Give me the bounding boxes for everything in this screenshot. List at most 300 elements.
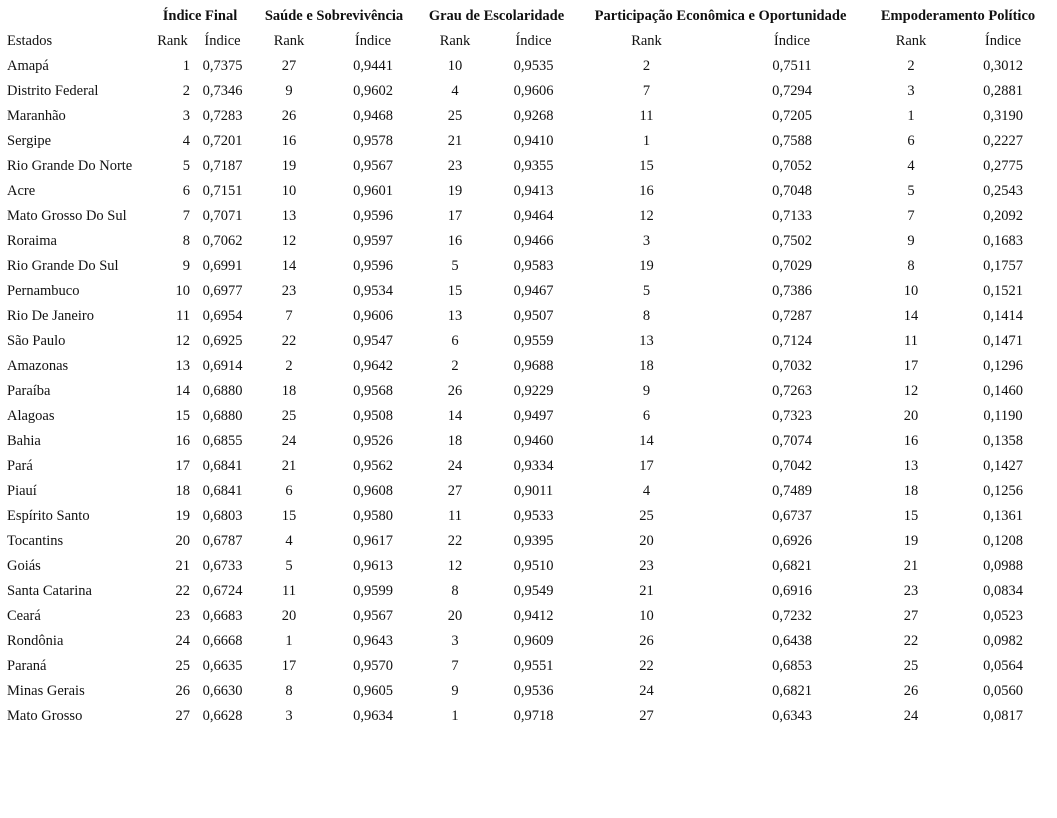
indice-empoderamento: 0,3190 — [983, 108, 1023, 124]
indice-final: 0,7283 — [202, 108, 243, 124]
indice-final: 0,6841 — [202, 458, 243, 474]
rank-empoderamento: 24 — [903, 708, 919, 724]
indice-participacao: 0,6438 — [772, 633, 812, 649]
table-row — [0, 154, 1050, 179]
rank-empoderamento: 18 — [903, 483, 919, 499]
rank-final: 26 — [175, 683, 190, 699]
rank-escolaridade: 2 — [451, 358, 459, 374]
table-row — [0, 579, 1050, 604]
rank-escolaridade: 22 — [447, 533, 463, 549]
state-name: Rondônia — [7, 633, 64, 649]
state-name: Santa Catarina — [7, 583, 92, 599]
indice-final: 0,6977 — [202, 283, 243, 299]
table-row — [0, 329, 1050, 354]
indice-saude: 0,9567 — [353, 608, 393, 624]
indice-escolaridade: 0,9413 — [513, 183, 554, 199]
rank-final: 24 — [175, 633, 190, 649]
state-name: Bahia — [7, 433, 41, 449]
indice-empoderamento: 0,0817 — [983, 708, 1023, 724]
rank-participacao: 1 — [642, 133, 651, 149]
indice-final: 0,6635 — [202, 658, 243, 674]
table-row — [0, 229, 1050, 254]
rank-final: 22 — [175, 583, 190, 599]
rank-participacao: 4 — [642, 483, 651, 499]
rank-participacao: 3 — [642, 233, 651, 249]
indice-final: 0,6880 — [202, 408, 243, 424]
rank-participacao: 13 — [639, 333, 654, 349]
indice-saude: 0,9599 — [353, 583, 393, 599]
state-name: Acre — [7, 183, 36, 199]
indice-empoderamento: 0,0560 — [983, 683, 1023, 699]
indice-escolaridade: 0,9355 — [513, 158, 554, 174]
indice-participacao: 0,6916 — [772, 583, 812, 599]
indice-saude: 0,9468 — [353, 108, 393, 124]
rank-escolaridade: 5 — [451, 258, 459, 274]
estados-header: Estados — [7, 33, 53, 49]
state-name: Maranhão — [7, 108, 66, 124]
rank-empoderamento: 6 — [907, 133, 915, 149]
indice-saude: 0,9596 — [353, 258, 393, 274]
indice-escolaridade: 0,9229 — [513, 383, 554, 399]
state-name: Mato Grosso Do Sul — [7, 208, 127, 224]
rank-participacao: 17 — [639, 458, 654, 474]
rank-empoderamento: 27 — [903, 608, 919, 624]
state-name: Rio Grande Do Norte — [7, 158, 133, 174]
rank-saude: 13 — [281, 208, 297, 224]
indice-empoderamento: 0,1757 — [983, 258, 1023, 274]
state-name: Goiás — [7, 558, 41, 574]
state-name: São Paulo — [7, 333, 66, 349]
indice-escolaridade: 0,9583 — [513, 258, 554, 274]
indice-empoderamento: 0,0982 — [983, 633, 1023, 649]
indice-saude: 0,9547 — [353, 333, 393, 349]
indice-final: 0,6991 — [202, 258, 243, 274]
indice-final: 0,6733 — [202, 558, 243, 574]
blank-header — [0, 4, 150, 29]
indice-final: 0,6628 — [202, 708, 243, 724]
indice-empoderamento: 0,1471 — [983, 333, 1023, 349]
rank-empoderamento: 5 — [907, 183, 915, 199]
indice-final: 0,6668 — [202, 633, 243, 649]
rank-escolaridade: 1 — [451, 708, 459, 724]
rank-header: Rank — [631, 33, 662, 49]
rank-participacao: 18 — [639, 358, 654, 374]
rank-saude: 23 — [281, 283, 297, 299]
rank-escolaridade: 7 — [451, 658, 459, 674]
rank-escolaridade: 23 — [447, 158, 463, 174]
indice-escolaridade: 0,9559 — [513, 333, 554, 349]
rank-participacao: 22 — [639, 658, 654, 674]
indice-empoderamento: 0,1361 — [983, 508, 1023, 524]
table-row — [0, 679, 1050, 704]
table-row — [0, 454, 1050, 479]
indice-final: 0,6954 — [202, 308, 243, 324]
indice-participacao: 0,6737 — [772, 508, 812, 524]
indice-final: 0,6630 — [202, 683, 243, 699]
state-name: Alagoas — [7, 408, 55, 424]
indice-participacao: 0,7263 — [772, 383, 812, 399]
rank-participacao: 25 — [639, 508, 654, 524]
indice-final: 0,6925 — [202, 333, 243, 349]
rank-saude: 6 — [285, 483, 293, 499]
rank-saude: 15 — [281, 508, 297, 524]
indice-empoderamento: 0,0988 — [983, 558, 1023, 574]
rank-final: 9 — [182, 258, 190, 274]
indice-participacao: 0,6926 — [772, 533, 812, 549]
indice-final: 0,6841 — [202, 483, 243, 499]
indice-saude: 0,9643 — [353, 633, 393, 649]
rank-final: 25 — [175, 658, 190, 674]
indice-participacao: 0,7052 — [772, 158, 812, 174]
indice-escolaridade: 0,9549 — [513, 583, 554, 599]
rank-empoderamento: 4 — [907, 158, 915, 174]
state-name: Amapá — [7, 58, 49, 74]
rank-escolaridade: 26 — [447, 383, 463, 399]
rank-empoderamento: 17 — [903, 358, 919, 374]
table-row — [0, 254, 1050, 279]
indice-empoderamento: 0,3012 — [983, 58, 1023, 74]
rank-saude: 9 — [285, 83, 293, 99]
indice-participacao: 0,7489 — [772, 483, 812, 499]
rank-saude: 21 — [281, 458, 297, 474]
rank-saude: 22 — [281, 333, 297, 349]
rank-saude: 4 — [285, 533, 293, 549]
rank-participacao: 26 — [639, 633, 654, 649]
rank-empoderamento: 14 — [903, 308, 919, 324]
indice-header: Índice — [773, 33, 811, 49]
indice-empoderamento: 0,1427 — [983, 458, 1023, 474]
table-row — [0, 129, 1050, 154]
state-name: Mato Grosso — [7, 708, 83, 724]
rank-escolaridade: 18 — [447, 433, 463, 449]
rank-final: 14 — [175, 383, 190, 399]
rank-empoderamento: 16 — [903, 433, 919, 449]
rank-escolaridade: 27 — [447, 483, 463, 499]
indice-final: 0,7062 — [202, 233, 243, 249]
indice-header: Índice — [354, 33, 392, 49]
indice-header: Índice — [515, 33, 552, 49]
rank-participacao: 2 — [642, 58, 651, 74]
rank-final: 3 — [182, 108, 190, 124]
indice-escolaridade: 0,9609 — [513, 633, 554, 649]
rank-empoderamento: 10 — [903, 283, 919, 299]
table-row — [0, 479, 1050, 504]
indice-saude: 0,9602 — [353, 83, 393, 99]
indice-participacao: 0,7124 — [772, 333, 812, 349]
table-row — [0, 429, 1050, 454]
indice-escolaridade: 0,9551 — [513, 658, 554, 674]
rank-final: 15 — [175, 408, 190, 424]
indice-empoderamento: 0,1460 — [983, 383, 1023, 399]
indice-final: 0,7346 — [202, 83, 243, 99]
indice-participacao: 0,7323 — [772, 408, 812, 424]
rank-empoderamento: 3 — [907, 83, 915, 99]
state-name: Paraná — [7, 658, 47, 674]
table-row — [0, 404, 1050, 429]
rank-participacao: 23 — [639, 558, 654, 574]
group-header-row — [0, 4, 1050, 29]
indice-empoderamento: 0,1208 — [983, 533, 1023, 549]
indice-escolaridade: 0,9467 — [513, 283, 554, 299]
table-row — [0, 104, 1050, 129]
rank-empoderamento: 13 — [903, 458, 919, 474]
indice-final: 0,7375 — [202, 58, 243, 74]
indice-saude: 0,9526 — [353, 433, 393, 449]
rank-saude: 26 — [281, 108, 297, 124]
indice-saude: 0,9642 — [353, 358, 393, 374]
indice-saude: 0,9596 — [353, 208, 393, 224]
indice-final: 0,6787 — [202, 533, 243, 549]
indice-saude: 0,9606 — [353, 308, 393, 324]
indice-participacao: 0,7588 — [772, 133, 812, 149]
state-name: Rio Grande Do Sul — [7, 258, 119, 274]
table-row — [0, 704, 1050, 729]
indice-participacao: 0,6821 — [772, 683, 812, 699]
rank-saude: 17 — [281, 658, 297, 674]
rank-final: 11 — [176, 308, 190, 324]
rank-participacao: 6 — [642, 408, 651, 424]
state-name: Pernambuco — [7, 283, 80, 299]
group-header-escolaridade: Grau de Escolaridade — [428, 8, 565, 24]
rank-final: 5 — [182, 158, 190, 174]
indice-empoderamento: 0,1256 — [983, 483, 1023, 499]
indice-saude: 0,9580 — [353, 508, 393, 524]
indice-participacao: 0,7032 — [772, 358, 812, 374]
rank-final: 21 — [175, 558, 190, 574]
indice-empoderamento: 0,1414 — [983, 308, 1023, 324]
rank-escolaridade: 3 — [451, 633, 459, 649]
table-row — [0, 554, 1050, 579]
column-header-row — [0, 29, 1050, 54]
rank-header: Rank — [157, 33, 188, 49]
indice-escolaridade: 0,9011 — [513, 483, 554, 499]
rank-escolaridade: 8 — [451, 583, 459, 599]
rank-final: 2 — [182, 83, 190, 99]
group-header-saude: Saúde e Sobrevivência — [264, 8, 404, 24]
rank-empoderamento: 15 — [903, 508, 919, 524]
rank-participacao: 20 — [639, 533, 654, 549]
rank-participacao: 9 — [642, 383, 651, 399]
rank-final: 13 — [175, 358, 190, 374]
state-name: Espírito Santo — [7, 508, 90, 524]
rank-saude: 27 — [281, 58, 297, 74]
indice-final: 0,6724 — [202, 583, 243, 599]
rank-empoderamento: 2 — [907, 58, 915, 74]
rank-empoderamento: 19 — [903, 533, 919, 549]
indice-saude: 0,9578 — [353, 133, 393, 149]
indice-header: Índice — [984, 33, 1022, 49]
table-row — [0, 529, 1050, 554]
rank-saude: 20 — [281, 608, 297, 624]
rank-empoderamento: 12 — [903, 383, 919, 399]
state-name: Ceará — [7, 608, 41, 624]
rank-saude: 25 — [281, 408, 297, 424]
indice-participacao: 0,7511 — [772, 58, 812, 74]
rank-saude: 2 — [285, 358, 293, 374]
rank-empoderamento: 26 — [903, 683, 919, 699]
indice-participacao: 0,7074 — [772, 433, 812, 449]
table-row — [0, 379, 1050, 404]
rank-empoderamento: 22 — [903, 633, 919, 649]
rank-escolaridade: 6 — [451, 333, 459, 349]
state-name: Minas Gerais — [7, 683, 85, 699]
rank-saude: 12 — [281, 233, 297, 249]
rank-escolaridade: 4 — [451, 83, 459, 99]
rank-saude: 14 — [281, 258, 297, 274]
indice-empoderamento: 0,1521 — [983, 283, 1023, 299]
rank-header: Rank — [895, 33, 927, 49]
indice-saude: 0,9567 — [353, 158, 393, 174]
indice-participacao: 0,6853 — [772, 658, 812, 674]
indice-escolaridade: 0,9464 — [513, 208, 554, 224]
rank-final: 19 — [175, 508, 190, 524]
rank-escolaridade: 13 — [447, 308, 463, 324]
rank-saude: 19 — [281, 158, 297, 174]
indice-final: 0,7071 — [202, 208, 243, 224]
rank-saude: 5 — [285, 558, 293, 574]
rank-participacao: 11 — [639, 108, 654, 124]
rank-empoderamento: 21 — [903, 558, 919, 574]
indice-escolaridade: 0,9606 — [513, 83, 554, 99]
indice-empoderamento: 0,2543 — [983, 183, 1023, 199]
rank-empoderamento: 20 — [903, 408, 919, 424]
rank-final: 16 — [175, 433, 190, 449]
rank-final: 12 — [175, 333, 190, 349]
indice-participacao: 0,7386 — [772, 283, 812, 299]
rank-saude: 10 — [281, 183, 297, 199]
indice-empoderamento: 0,0564 — [983, 658, 1023, 674]
state-name: Roraima — [7, 233, 57, 249]
indice-final: 0,7201 — [202, 133, 243, 149]
table-row — [0, 354, 1050, 379]
indice-empoderamento: 0,1358 — [983, 433, 1023, 449]
indice-escolaridade: 0,9510 — [513, 558, 554, 574]
rank-final: 17 — [175, 458, 190, 474]
indice-saude: 0,9534 — [353, 283, 393, 299]
rank-final: 8 — [182, 233, 190, 249]
indice-final: 0,6803 — [202, 508, 243, 524]
rank-saude: 7 — [285, 308, 293, 324]
indice-participacao: 0,6343 — [772, 708, 812, 724]
indice-escolaridade: 0,9412 — [513, 608, 554, 624]
table-row — [0, 179, 1050, 204]
rank-participacao: 10 — [639, 608, 654, 624]
indice-empoderamento: 0,1296 — [983, 358, 1023, 374]
indice-final: 0,6683 — [202, 608, 243, 624]
rank-participacao: 19 — [639, 258, 654, 274]
indice-participacao: 0,6821 — [772, 558, 812, 574]
rank-final: 18 — [175, 483, 190, 499]
state-name: Pará — [7, 458, 33, 474]
indice-escolaridade: 0,9688 — [513, 358, 554, 374]
indice-escolaridade: 0,9268 — [513, 108, 554, 124]
indice-saude: 0,9570 — [353, 658, 393, 674]
indice-saude: 0,9508 — [353, 408, 393, 424]
rank-participacao: 7 — [642, 83, 651, 99]
state-name: Amazonas — [7, 358, 69, 374]
rank-final: 10 — [175, 283, 190, 299]
indice-saude: 0,9597 — [353, 233, 393, 249]
rank-escolaridade: 25 — [447, 108, 463, 124]
indice-final: 0,7151 — [202, 183, 243, 199]
indice-participacao: 0,7205 — [772, 108, 812, 124]
rank-header: Rank — [439, 33, 471, 49]
indice-saude: 0,9634 — [353, 708, 393, 724]
rank-escolaridade: 10 — [447, 58, 463, 74]
indice-participacao: 0,7287 — [772, 308, 812, 324]
rank-participacao: 16 — [639, 183, 654, 199]
rank-escolaridade: 24 — [447, 458, 463, 474]
table-row — [0, 54, 1050, 79]
rank-escolaridade: 11 — [448, 508, 462, 524]
indice-saude: 0,9601 — [353, 183, 393, 199]
group-header-empoderamento: Empoderamento Político — [880, 8, 1036, 24]
indice-saude: 0,9613 — [353, 558, 393, 574]
indice-participacao: 0,7133 — [772, 208, 812, 224]
indice-escolaridade: 0,9497 — [513, 408, 554, 424]
indice-participacao: 0,7042 — [772, 458, 812, 474]
rank-participacao: 14 — [639, 433, 654, 449]
rank-saude: 1 — [285, 633, 293, 649]
rank-final: 6 — [182, 183, 190, 199]
indice-escolaridade: 0,9334 — [513, 458, 554, 474]
indice-participacao: 0,7502 — [772, 233, 812, 249]
rank-final: 27 — [175, 708, 190, 724]
indice-empoderamento: 0,2775 — [983, 158, 1023, 174]
indice-saude: 0,9617 — [353, 533, 393, 549]
rank-escolaridade: 19 — [447, 183, 463, 199]
table-row — [0, 504, 1050, 529]
rank-final: 23 — [175, 608, 190, 624]
indice-escolaridade: 0,9410 — [513, 133, 554, 149]
indice-participacao: 0,7232 — [772, 608, 812, 624]
indice-empoderamento: 0,2227 — [983, 133, 1023, 149]
indice-saude: 0,9562 — [353, 458, 393, 474]
rank-empoderamento: 25 — [903, 658, 919, 674]
rank-final: 7 — [182, 208, 190, 224]
indice-saude: 0,9568 — [353, 383, 393, 399]
table-row — [0, 79, 1050, 104]
rank-empoderamento: 11 — [904, 333, 918, 349]
state-name: Sergipe — [7, 133, 52, 149]
indice-escolaridade: 0,9536 — [513, 683, 554, 699]
indice-empoderamento: 0,0834 — [983, 583, 1023, 599]
rank-participacao: 8 — [642, 308, 651, 324]
rank-participacao: 12 — [639, 208, 654, 224]
state-name: Piauí — [7, 483, 37, 499]
rank-escolaridade: 17 — [447, 208, 463, 224]
table-row — [0, 204, 1050, 229]
indice-empoderamento: 0,2881 — [983, 83, 1023, 99]
indice-header: Índice — [204, 33, 241, 49]
rank-empoderamento: 1 — [907, 108, 915, 124]
rank-escolaridade: 21 — [447, 133, 463, 149]
indice-saude: 0,9605 — [353, 683, 393, 699]
rank-header: Rank — [273, 33, 305, 49]
state-name: Paraíba — [7, 383, 51, 399]
rank-participacao: 21 — [639, 583, 654, 599]
indice-empoderamento: 0,1190 — [983, 408, 1023, 424]
rank-participacao: 27 — [639, 708, 654, 724]
rank-escolaridade: 14 — [447, 408, 463, 424]
rank-saude: 8 — [285, 683, 293, 699]
rank-empoderamento: 7 — [907, 208, 915, 224]
indice-escolaridade: 0,9535 — [513, 58, 554, 74]
gender-index-table — [0, 4, 1050, 729]
rank-escolaridade: 12 — [447, 558, 463, 574]
indice-escolaridade: 0,9533 — [513, 508, 554, 524]
rank-participacao: 5 — [642, 283, 651, 299]
